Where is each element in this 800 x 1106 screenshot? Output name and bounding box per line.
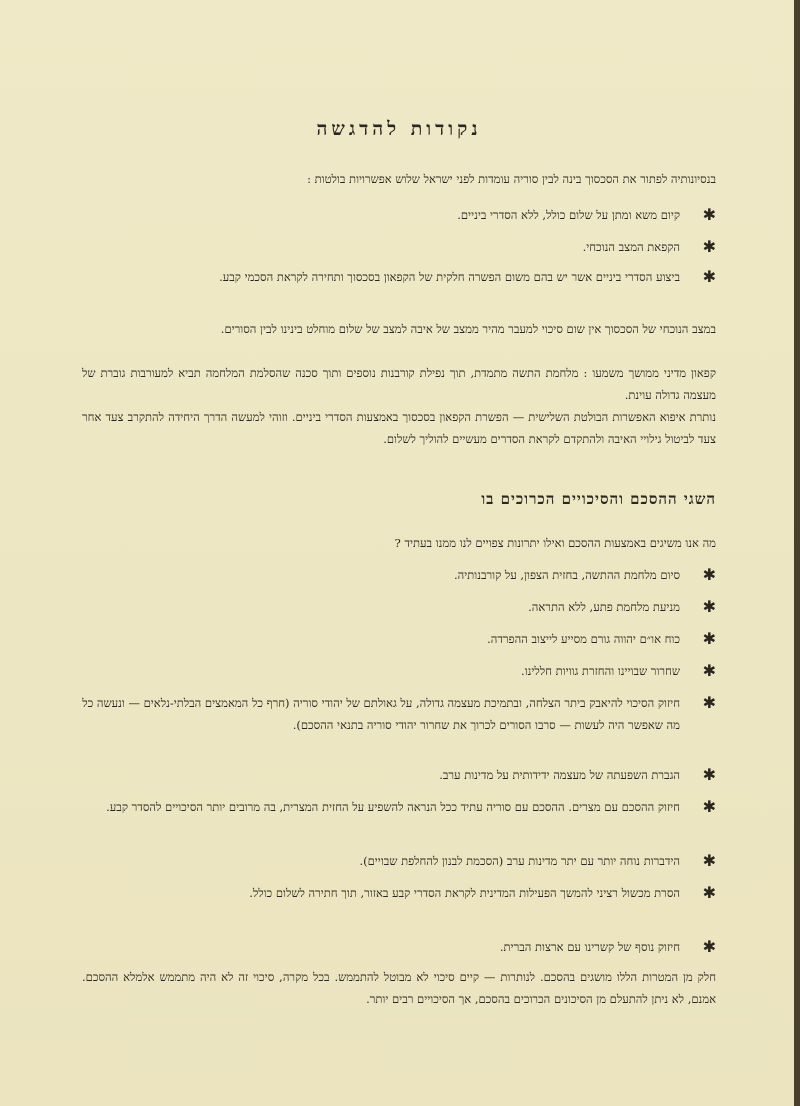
option-text: ביצוע הסדרי ביניים אשר יש בהם משום הפשרה חלקית של הקפאון בסכסוך ותחירה לקראת הסכמי קבע. bbox=[219, 270, 680, 284]
achievement-text: הגברת השפעתה של מעצמה ידידותית על מדינות ערב. bbox=[439, 768, 680, 782]
achievement-text: שחרור שבויינו והחזרת גוויות חללינו. bbox=[521, 664, 680, 678]
achievement-text: חיזוק נוסף של קשרינו עם ארצות הברית. bbox=[499, 940, 680, 954]
achievement-item bbox=[82, 850, 716, 872]
option-text: קיום משא ומתן על שלום כולל, ללא הסדרי ביניים. bbox=[457, 208, 680, 222]
achievement-text: סיום מלחמת ההתשה, בחזית הצפון, על קורבנותיה. bbox=[453, 568, 680, 582]
question-paragraph: מה אנו משיגים באמצעות ההסכם ואילו יתרונות צפויים לנו ממנו בעתיד ? bbox=[394, 536, 716, 550]
asterisk-icon: ✱ bbox=[702, 267, 716, 286]
asterisk-icon: ✱ bbox=[702, 237, 716, 256]
achievement-item bbox=[82, 692, 716, 736]
achievement-item bbox=[82, 564, 716, 586]
asterisk-icon: ✱ bbox=[702, 937, 716, 956]
achievement-text: הסרת מכשול רציני להמשך הפעילות המדינית לקראת הסדרי קבע באזור, תוך חתירה לשלום כולל. bbox=[249, 886, 680, 900]
asterisk-icon: ✱ bbox=[702, 883, 716, 902]
asterisk-icon: ✱ bbox=[702, 205, 716, 224]
analysis-paragraph: קפאון מדיני ממושך משמעו : מלחמת התשה מתמדת, תוך נפילת קורבנות נוספים ותוך סכנה שהסלמת המלחמה תביא למעורבות גוברת של מעצמה גדולה עוינת. bbox=[82, 366, 716, 402]
asterisk-icon: ✱ bbox=[702, 629, 716, 648]
asterisk-icon: ✱ bbox=[702, 565, 716, 584]
asterisk-icon: ✱ bbox=[702, 661, 716, 680]
asterisk-icon: ✱ bbox=[702, 797, 716, 816]
achievement-text: חיזוק הסיכוי להיאבק ביתר הצלחה, ובתמיכת מעצמה גדולה, על גאולתם של יהודי סוריה (חרף כל המאמצים הבלתי-נלאים — ונעשה כל מה שאפשר היה לעשות — סרבו הסורים לכרוך את שחרור יהודי סוריה בתנאי ההסכם). bbox=[82, 696, 680, 732]
achievement-item bbox=[82, 596, 716, 618]
option-text: הקפאת המצב הנוכחי. bbox=[582, 240, 680, 254]
analysis-paragraph: נותרת איפוא האפשרות הבולטת השלישית — הפשרת הקפאון בסכסוך באמצעות הסדרי ביניים. וזוהי למעשה הדרך היחידה להתקרב צעד אחר צעד לביטול גילויי האיבה ולהתקדם לקראת הסדרים מעשיים להוליך לשלום. bbox=[82, 410, 716, 446]
achievement-text: כוח או״ם יהווה גורם מסייע לייצוב ההפרדה. bbox=[487, 632, 680, 646]
analysis-paragraph: במצב הנוכחי של הסכסוך אין שום סיכוי למעבר מהיר ממצב של איבה למצב של שלום מוחלט בינינו לבין הסורים. bbox=[220, 322, 716, 336]
section-title: השגי ההסכם והסיכויים הכרוכים בו bbox=[481, 490, 716, 508]
asterisk-icon: ✱ bbox=[702, 693, 716, 712]
option-item bbox=[82, 236, 716, 258]
achievement-item bbox=[82, 882, 716, 904]
asterisk-icon: ✱ bbox=[702, 765, 716, 784]
option-item bbox=[82, 204, 716, 226]
page-edge bbox=[794, 0, 800, 1106]
asterisk-icon: ✱ bbox=[702, 851, 716, 870]
closing-paragraph: חלק מן המטרות הללו מושגים בהסכם. לנותרות — קיים סיכוי לא מבוטל להתממש. בכל מקרה, סיכוי זה לא היה מתממש אלמלא ההסכם. אמנם, לא ניתן להתעלם מן הסיכונים הכרוכים בהסכם, אך הסיכויים רבים יותר. bbox=[82, 970, 716, 1006]
option-item bbox=[82, 266, 716, 288]
achievement-text: חיזוק ההסכם עם מצרים. ההסכם עם סוריה עתיד ככל הנראה להשפיע על החזית המצרית, בה מרובים יותר הסיכויים להסדר קבע. bbox=[106, 800, 680, 814]
achievement-text: מניעת מלחמת פתע, ללא התראה. bbox=[528, 600, 680, 614]
intro-paragraph: בנסיונותיה לפתור את הסכסוך בינה לבין סוריה עומדות לפני ישראל שלוש אפשרויות בולטות : bbox=[307, 172, 716, 186]
achievement-item bbox=[82, 628, 716, 650]
achievement-item bbox=[82, 764, 716, 786]
achievement-item bbox=[82, 936, 716, 958]
achievement-text: הידברות נוחה יותר עם יתר מדינות ערב (הסכמת לבנון להחלפת שבויים). bbox=[359, 854, 680, 868]
asterisk-icon: ✱ bbox=[702, 597, 716, 616]
achievement-item bbox=[82, 660, 716, 682]
achievement-item bbox=[82, 796, 716, 818]
page-title: נקודות להדגשה bbox=[316, 118, 482, 140]
